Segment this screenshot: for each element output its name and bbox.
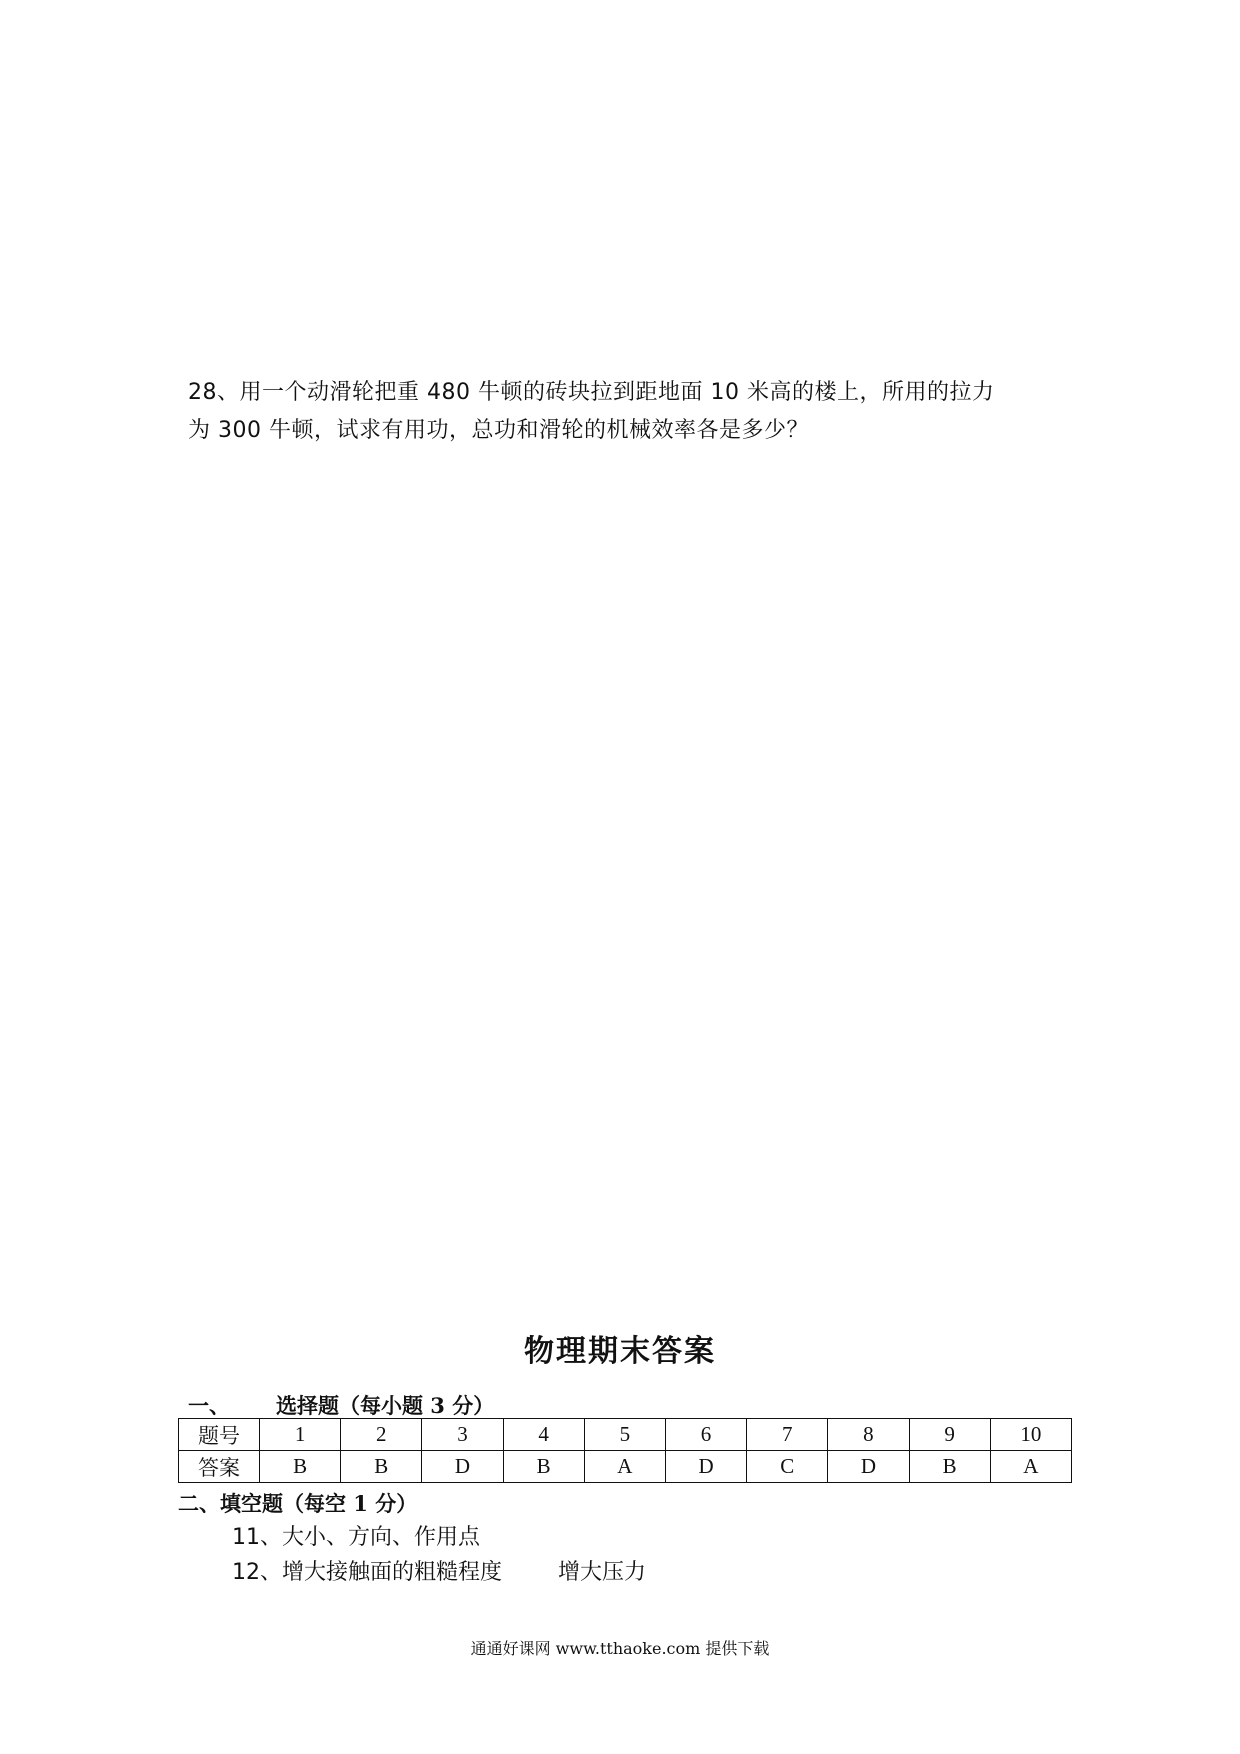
section-choice-number: 一、 — [188, 1393, 230, 1418]
table-cell-answer: D — [665, 1451, 746, 1483]
table-cell-answer: B — [503, 1451, 584, 1483]
fill-answer-11: 11、大小、方向、作用点 — [232, 1525, 480, 1550]
table-cell-answer: B — [341, 1451, 422, 1483]
table-cell-number: 3 — [422, 1419, 503, 1451]
table-cell-number: 4 — [503, 1419, 584, 1451]
question-28 — [188, 374, 1068, 450]
table-cell-answer: D — [422, 1451, 503, 1483]
table-cell-number: 7 — [747, 1419, 828, 1451]
section-choice-heading — [188, 1390, 528, 1420]
table-cell-answer: D — [828, 1451, 909, 1483]
table-row-numbers — [179, 1419, 1072, 1451]
table-cell-number: 10 — [990, 1419, 1071, 1451]
section-fill-heading: 二、填空题（每空 1 分） — [178, 1491, 418, 1516]
table-cell-number: 1 — [260, 1419, 341, 1451]
section-choice-label: 选择题（每小题 3 分） — [276, 1393, 495, 1418]
table-row-answers — [179, 1451, 1072, 1483]
table-cell-number: 5 — [584, 1419, 665, 1451]
question-line-2: 为 300 牛顿，试求有用功，总功和滑轮的机械效率各是多少？ — [188, 418, 809, 443]
footer-source: 通通好课网 www.tthaoke.com 提供下载 — [470, 1639, 770, 1658]
table-cell-number: 6 — [665, 1419, 746, 1451]
fill-answer-12: 12、增大接触面的粗糙程度 增大压力 — [232, 1560, 646, 1585]
answer-table — [178, 1418, 1072, 1483]
table-cell-answer: C — [747, 1451, 828, 1483]
answer-title: 物理期末答案 — [524, 1334, 716, 1369]
table-cell-answer: B — [909, 1451, 990, 1483]
table-cell-answer: A — [584, 1451, 665, 1483]
table-row-header: 答案 — [179, 1451, 260, 1483]
table-row-header: 题号 — [179, 1419, 260, 1451]
table-cell-number: 2 — [341, 1419, 422, 1451]
table-cell-number: 8 — [828, 1419, 909, 1451]
question-line-1: 28、用一个动滑轮把重 480 牛顿的砖块拉到距地面 10 米高的楼上，所用的拉力 — [188, 380, 995, 405]
table-cell-answer: B — [260, 1451, 341, 1483]
table-cell-answer: A — [990, 1451, 1071, 1483]
table-cell-number: 9 — [909, 1419, 990, 1451]
